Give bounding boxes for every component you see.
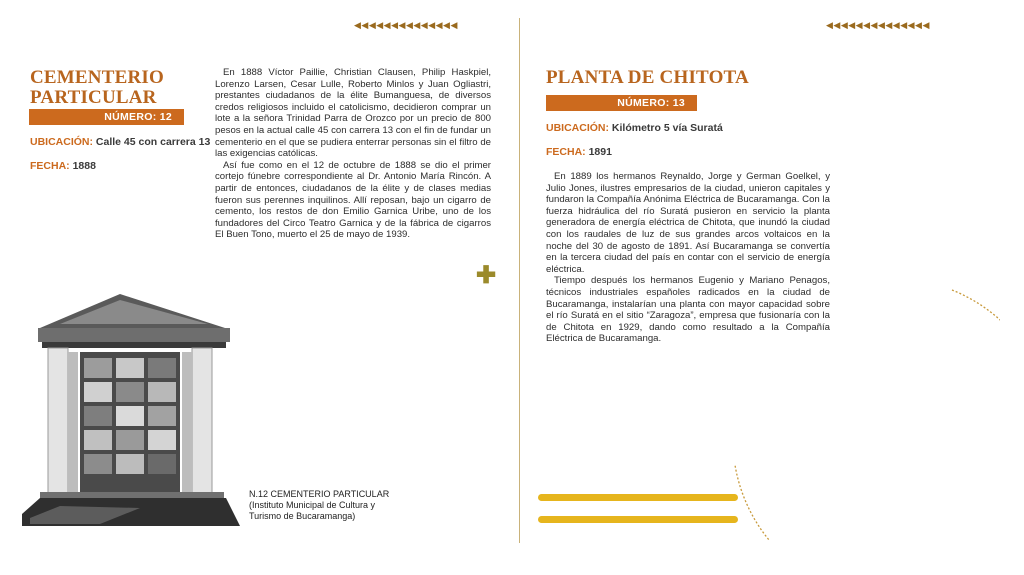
right-location [546,122,723,134]
right-title: PLANTA DE CHITOTA [546,67,749,88]
yellow-bar-bottom [538,516,738,523]
arrows-decoration-left: ◀◀◀◀◀◀◀◀◀◀◀◀◀◀ [354,20,458,30]
left-date [30,160,96,172]
right-number-badge: NÚMERO: 13 [546,95,697,111]
left-location-value: Calle 45 con carrera 13 [95,136,211,148]
right-location-value: Kilómetro 5 vía Suratá [611,122,723,134]
right-date-value: 1891 [588,146,612,158]
photo-caption [249,489,449,522]
yellow-bar-top [538,494,738,501]
cemetery-photo [20,286,242,532]
right-paragraph: En 1889 los hermanos Reynaldo, Jorge y German Goelkel, y Julio Jones, ilustres empresarios de la ciudad, unieron capitales y fundaron la Compañía Anónima Eléctrica de Bucaramanga. Con la fuerza hidráulica del río Suratá pusieron en servicio la planta generadora de energía eléctrica de Chitota, que inundó la ciudad con los raudales de luz de sus grandes arcos voltaicos en la noche del 30 de agosto de 1891. Así Bucaramanga se convertía en la tercera ciudad del país en contar con el servicio de energía eléctrica. [546,171,830,275]
left-location [30,136,210,148]
caption-line: Turismo de Bucaramanga) [249,511,356,521]
right-paragraph: Tiempo después los hermanos Eugenio y Mariano Penagos, técnicos industriales españoles radicados en la ciudad de Bucaramanga, instalarían una planta con mayor capacidad sobre el río Suratá en el sitio “Zaragoza”, empresa que fusionaría con la de Chitota en 1929, dando como resultado a la Compañía Eléctrica de Bucaramanga. [546,275,830,345]
dotted-arc-decoration [700,270,1000,540]
left-date-value: 1888 [72,160,96,172]
left-number-badge: NÚMERO: 12 [29,109,184,125]
left-title-line2: PARTICULAR [30,87,157,108]
left-date-label: FECHA: [30,160,70,172]
left-title [30,68,210,108]
page-divider [519,18,520,543]
left-paragraph: Así fue como en el 12 de octubre de 1888 se dio el primer cortejo fúnebre correspondiente al Dr. Antonio María Rincón. A partir de entonces, ciudadanos de la élite y de clases medias fueron sus perennes inquilinos. Allí reposan, bajo un cigarro de cemento, los restos de don Emilio Garnica Uribe, uno de los fundadores del Circo Teatro Garnica y de la fábrica de cigarros El Buen Tono, muerto el 25 de mayo de 1939. [215,159,491,241]
left-location-label: UBICACIÓN: [30,136,93,148]
arrows-decoration-right: ◀◀◀◀◀◀◀◀◀◀◀◀◀◀ [826,20,930,30]
right-location-label: UBICACIÓN: [546,122,609,134]
caption-line: N.12 CEMENTERIO PARTICULAR [249,489,390,499]
plus-icon: ✚ [476,262,497,289]
left-paragraph: En 1888 Víctor Paillie, Christian Clausen, Philip Haskpiel, Lorenzo Larsen, Cesar Lulle, Roberto Minlos y Juan Ogliastri, prestantes ciudadanos de la élite Bumanguesa, de diversos credos religiosos incluido el catolicismo, decidieron comprar un lote a la señora Trinidad Parra de Orozco por un precio de 800 pesos en la actual calle 45 con carrera 13 con el fin de fundar un cementerio en el que se pudiera enterrar personas sin el filtro de las exigencias católicas. [215,67,491,160]
left-body-text [215,67,491,241]
right-date [546,146,612,158]
caption-line: (Instituto Municipal de Cultura y [249,500,376,510]
right-date-label: FECHA: [546,146,586,158]
left-title-line1: CEMENTERIO [30,67,164,88]
